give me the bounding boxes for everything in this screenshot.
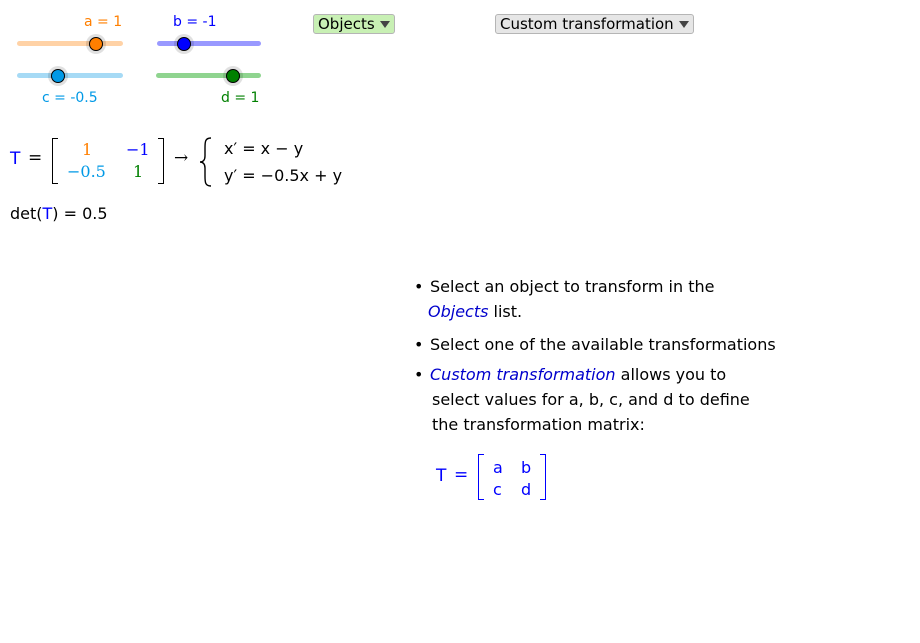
slider-c-knob[interactable]	[51, 69, 65, 83]
equation-x: x′ = x − y	[224, 139, 304, 158]
chevron-down-icon	[679, 21, 689, 28]
bullet-icon: •	[414, 365, 424, 384]
bullet-icon: •	[414, 335, 424, 354]
instruction-3-line-3: the transformation matrix:	[432, 415, 645, 434]
transformation-dropdown[interactable]	[495, 14, 694, 34]
slider-a-knob[interactable]	[89, 37, 103, 51]
chevron-down-icon	[380, 21, 390, 28]
instruction-3-rest: allows you to	[615, 365, 727, 384]
slider-d-knob[interactable]	[226, 69, 240, 83]
slider-c-label: c = -0.5	[42, 90, 98, 106]
matrix-right-bracket	[158, 138, 164, 184]
determinant-matrix-name: T	[42, 204, 53, 223]
instructions-panel	[412, 274, 812, 514]
instruction-3-line-2: select values for a, b, c, and d to define	[432, 390, 750, 409]
slider-a-label: a = 1	[84, 14, 123, 30]
determinant	[10, 204, 108, 223]
objects-dropdown-label: Objects	[318, 14, 375, 33]
generic-matrix-cell-b: b	[521, 458, 532, 477]
matrix-cell-d: 1	[133, 162, 144, 181]
generic-matrix-cell-a: a	[493, 458, 503, 477]
matrix-left-bracket	[52, 138, 58, 184]
matrix-cell-b: −1	[126, 140, 150, 159]
transformation-dropdown-label: Custom transformation	[500, 14, 674, 33]
generic-matrix-right-bracket	[540, 454, 546, 500]
matrix-equals: =	[28, 148, 43, 168]
slider-a[interactable]	[15, 10, 127, 50]
instruction-1-line-1: Select an object to transform in the	[430, 277, 715, 296]
slider-b-knob[interactable]	[177, 37, 191, 51]
generic-matrix-left-bracket	[478, 454, 484, 500]
objects-link[interactable]: Objects	[428, 302, 489, 321]
slider-d-track[interactable]	[156, 73, 261, 78]
matrix-equation	[0, 130, 380, 200]
left-brace-icon	[198, 136, 214, 188]
matrix-cell-a: 1	[82, 140, 93, 159]
maps-to-arrow: →	[174, 148, 189, 168]
equation-y: y′ = −0.5x + y	[224, 166, 343, 185]
custom-transformation-link[interactable]: Custom transformation	[430, 365, 616, 384]
slider-b[interactable]	[155, 10, 267, 50]
generic-matrix	[432, 452, 562, 504]
generic-matrix-equals: =	[454, 465, 469, 485]
slider-b-track[interactable]	[157, 41, 261, 46]
generic-matrix-name: T	[436, 466, 447, 486]
slider-a-track[interactable]	[17, 41, 123, 46]
determinant-prefix: det(	[10, 204, 43, 223]
instruction-1-line-2	[428, 299, 522, 324]
determinant-value: ) = 0.5	[52, 204, 108, 223]
slider-c[interactable]	[15, 62, 127, 106]
slider-d[interactable]	[155, 62, 267, 106]
slider-b-label: b = -1	[173, 14, 217, 30]
matrix-cell-c: −0.5	[67, 162, 106, 181]
objects-dropdown[interactable]	[313, 14, 395, 34]
slider-d-label: d = 1	[221, 90, 260, 106]
instruction-1-rest: list.	[488, 302, 523, 321]
instruction-3-line-1	[430, 362, 726, 387]
matrix-name: T	[10, 149, 21, 169]
generic-matrix-cell-d: d	[521, 480, 532, 499]
slider-c-track[interactable]	[17, 73, 123, 78]
bullet-icon: •	[414, 277, 424, 296]
generic-matrix-cell-c: c	[493, 480, 502, 499]
instruction-2: Select one of the available transformations	[430, 335, 776, 354]
